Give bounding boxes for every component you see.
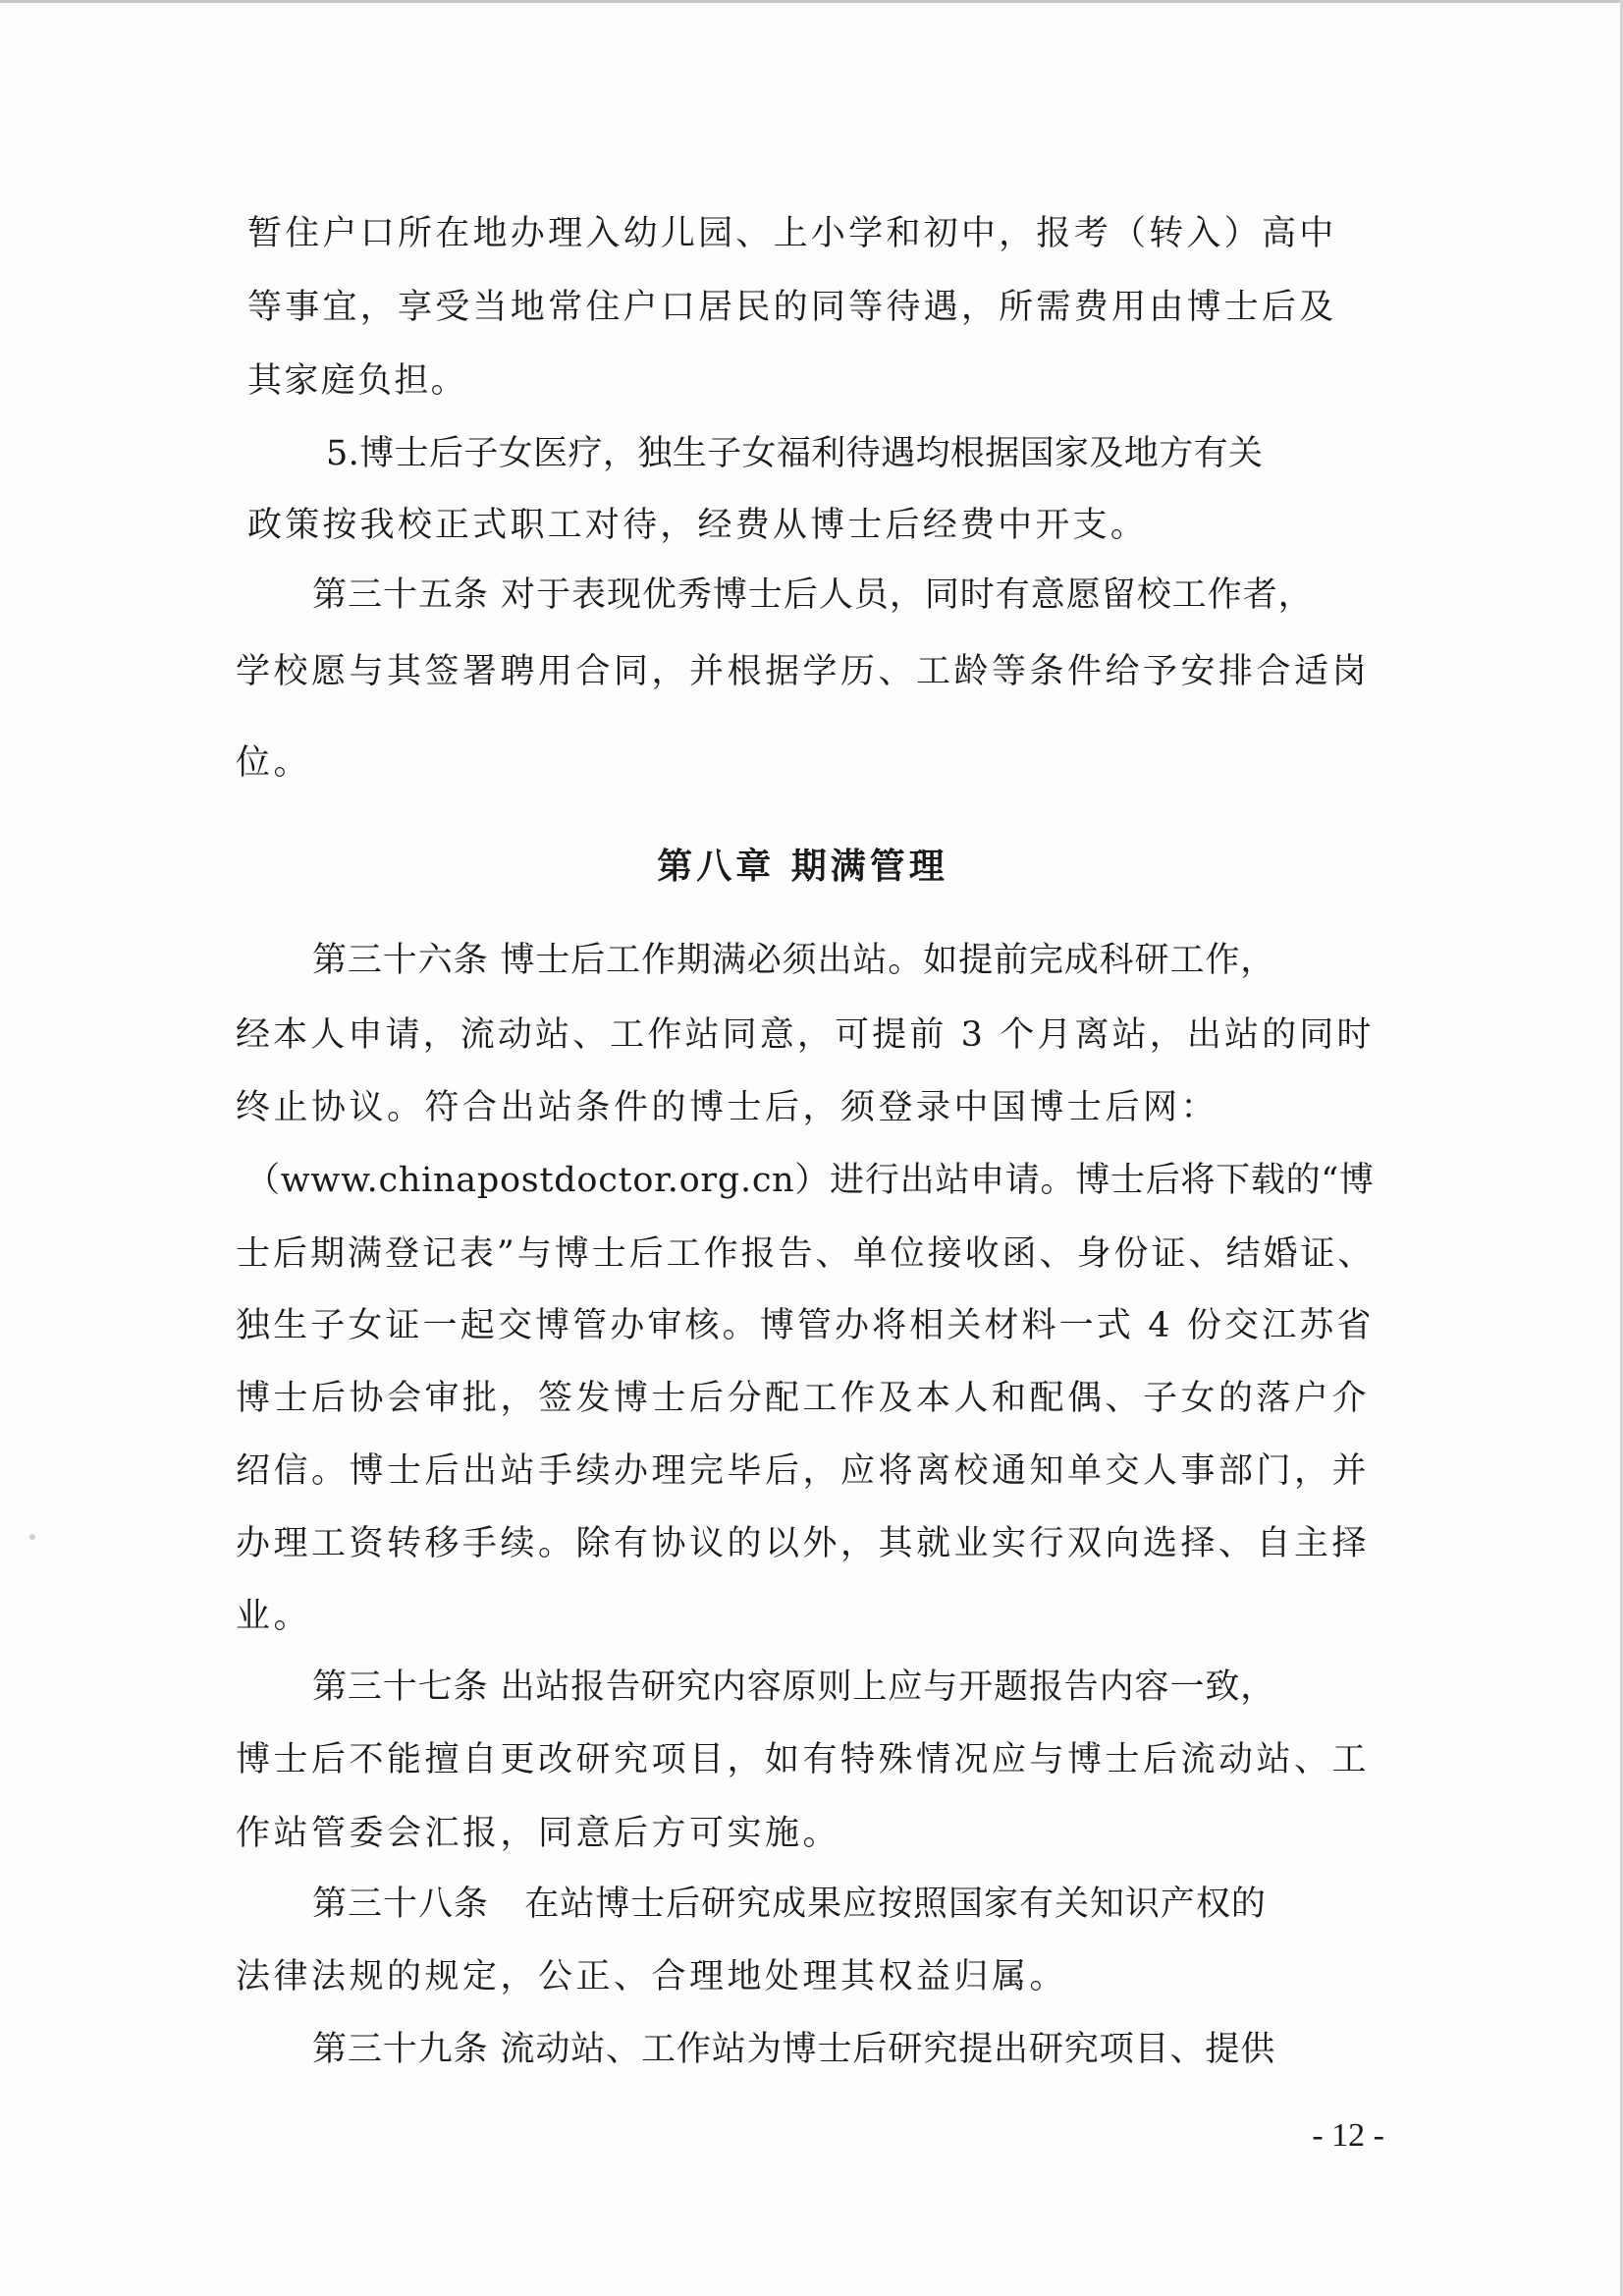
text-line: 等事宜，享受当地常住户口居民的同等待遇，所需费用由博士后及: [247, 288, 1337, 327]
text-line: 第三十九条 流动站、工作站为博士后研究提出研究项目、提供: [312, 2030, 1276, 2069]
text-line: 其家庭负担。: [247, 361, 468, 401]
text-line: 业。: [236, 1597, 312, 1636]
scan-speck: [29, 1534, 35, 1540]
text-line: 5.博士后子女医疗，独生子女福利待遇均根据国家及地方有关: [326, 434, 1264, 473]
text-line: 政策按我校正式职工对待，经费从博士后经费中开支。: [247, 506, 1149, 545]
text-line: 终止协议。符合出站条件的博士后，须登录中国博士后网：: [236, 1088, 1219, 1127]
text-line: 暂住户口所在地办理入幼儿园、上小学和初中，报考（转入）高中: [247, 214, 1337, 253]
text-line: 第三十六条 博士后工作期满必须出站。如提前完成科研工作，: [312, 941, 1276, 980]
text-line: 作站管委会汇报，同意后方可实施。: [236, 1814, 841, 1853]
text-line: 法律法规的规定，公正、合理地处理其权益归属。: [236, 1957, 1068, 1996]
text-line: 办理工资转移手续。除有协议的以外，其就业实行双向选择、自主择: [236, 1524, 1371, 1563]
text-line: 位。: [236, 743, 312, 783]
text-line: 士后期满登记表”与博士后工作报告、单位接收函、身份证、结婚证、: [236, 1234, 1376, 1274]
text-line: 独生子女证一起交博管办审核。博管办将相关材料一式 4 份交江苏省: [236, 1306, 1375, 1345]
text-line: 绍信。博士后出站手续办理完毕后，应将离校通知单交人事部门，并: [236, 1451, 1371, 1491]
text-line: 经本人申请，流动站、工作站同意，可提前 3 个月离站，出站的同时: [236, 1015, 1375, 1055]
text-line: 第三十八条 在站博士后研究成果应按照国家有关知识产权的: [312, 1885, 1267, 1924]
text-line: （www.chinapostdoctor.org.cn）进行出站申请。博士后将下载的“博: [245, 1161, 1375, 1200]
scan-edge-top: [0, 0, 1623, 3]
text-line: 博士后协会审批，签发博士后分配工作及本人和配偶、子女的落户介: [236, 1379, 1371, 1418]
text-line: 第三十七条 出站报告研究内容原则上应与开题报告内容一致，: [312, 1667, 1276, 1707]
text-line: 学校愿与其签署聘用合同，并根据学历、工龄等条件给予安排合适岗: [236, 652, 1371, 691]
page-number: - 12 -: [1312, 2117, 1384, 2154]
chapter-title: 第八章 期满管理: [657, 846, 948, 887]
text-line: 第三十五条 对于表现优秀博士后人员，同时有意愿留校工作者，: [312, 575, 1314, 615]
text-line: 博士后不能擅自更改研究项目，如有特殊情况应与博士后流动站、工: [236, 1740, 1371, 1779]
